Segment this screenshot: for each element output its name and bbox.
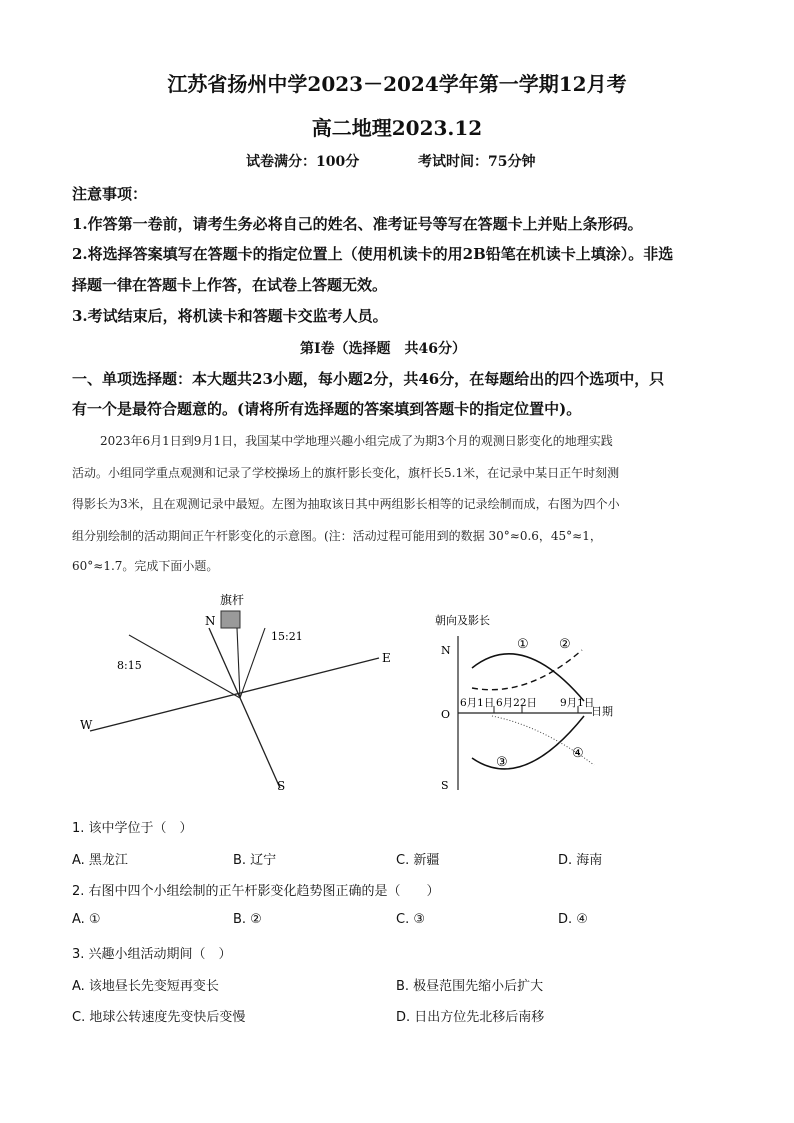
south-axis-label: S [441,779,449,792]
flagpole-base-icon [221,611,240,628]
south-label: S [277,779,286,793]
west-label: W [80,718,93,732]
date-jun1: 6月1日 [460,697,495,709]
shadow-0815 [129,635,240,698]
time-1521-label: 15:21 [271,630,303,643]
question-1-stem: 1. 该中学位于（ ） [72,821,193,836]
section-intro-line2: 有一个是最符合题意的。(请将所有选择题的答案填到答题卡的指定位置中)。 [72,400,582,418]
curve-3-label: ③ [496,755,508,770]
curve-1-label: ① [517,637,529,652]
question-2-option-d[interactable]: D. ④ [558,912,588,927]
note-item-2-line2: 择题一律在答题卡上作答，在试卷上答题无效。 [72,276,388,294]
question-3-option-d[interactable]: D. 日出方位先北移后南移 [396,1010,545,1025]
section-intro-line1: 一、单项选择题：本大题共23小题，每小题2分，共46分，在每题给出的四个选项中，只 [72,370,665,388]
passage-line3: 得影长为3米，且在观测记录中最短。左图为抽取该日其中两组影长相等的记录绘制而成，右图为四个小 [72,497,620,511]
question-1-option-c[interactable]: C. 新疆 [396,853,440,868]
question-3-option-a[interactable]: A. 该地昼长先变短再变长 [72,979,219,994]
curve-3 [472,716,584,769]
passage-line1: 2023年6月1日到9月1日，我国某中学地理兴趣小组完成了为期3个月的观测日影变化的地理实践 [100,434,613,448]
section-title: 第Ⅰ卷（选择题 共46分） [300,341,467,357]
flagpole-shadow-diagram [72,588,402,803]
north-label: N [205,614,216,628]
passage-line4: 组分别绘制的活动期间正午杆影变化的示意图。(注：活动过程可能用到的数据 30°≈0.6，45°≈1， [72,529,602,543]
question-3-option-b[interactable]: B. 极昼范围先缩小后扩大 [396,979,544,994]
date-sep1: 9月1日 [560,697,595,709]
east-label: E [382,651,391,665]
note-item-2-line1: 2.将选择答案填写在答题卡的指定位置上（使用机读卡的用2B铅笔在机读卡上填涂）。非选 [72,245,674,263]
ns-axis [209,628,280,788]
question-2-stem: 2. 右图中四个小组绘制的正午杆影变化趋势图正确的是（ ） [72,884,440,899]
note-item-1: 1.作答第一卷前，请考生务必将自己的姓名、准考证号等写在答题卡上并贴上条形码。 [72,215,643,233]
question-2-option-c[interactable]: C. ③ [396,912,425,927]
y-axis-label: 朝向及影长 [435,614,490,627]
passage-line5: 60°≈1.7。完成下面小题。 [72,559,219,573]
notes-heading: 注意事项： [72,185,148,203]
exam-title: 江苏省扬州中学2023－2024学年第一学期12月考 [167,72,627,96]
curve-2-label: ② [559,637,571,652]
question-2-option-b[interactable]: B. ② [233,912,262,927]
question-3-stem: 3. 兴趣小组活动期间（ ） [72,947,232,962]
curve-4-label: ④ [572,746,584,761]
noon-shadow-trend-chart [432,608,647,798]
curve-1 [472,654,584,701]
flagpole-label: 旗杆 [220,593,245,607]
question-2-option-a[interactable]: A. ① [72,912,101,927]
noon-shadow [237,628,240,698]
x-axis-label: 日期 [591,705,613,718]
curve-2 [472,650,582,690]
full-score: 试卷满分：100分 [246,154,360,170]
exam-time: 考试时间：75分钟 [418,154,536,170]
north-axis-label: N [441,644,451,657]
question-3-option-c[interactable]: C. 地球公转速度先变快后变慢 [72,1010,246,1025]
passage-line2: 活动。小组同学重点观测和记录了学校操场上的旗杆影长变化，旗杆长5.1米，在记录中某日正午时刻测 [72,466,620,480]
time-0815-label: 8:15 [117,659,142,672]
date-jun22: 6月22日 [496,697,538,709]
question-1-option-a[interactable]: A. 黑龙江 [72,853,128,868]
question-1-option-b[interactable]: B. 辽宁 [233,853,277,868]
exam-subtitle: 高二地理2023.12 [311,116,483,140]
question-1-option-d[interactable]: D. 海南 [558,853,603,868]
origin-label: O [441,708,451,721]
note-item-3: 3.考试结束后，将机读卡和答题卡交监考人员。 [72,307,388,325]
